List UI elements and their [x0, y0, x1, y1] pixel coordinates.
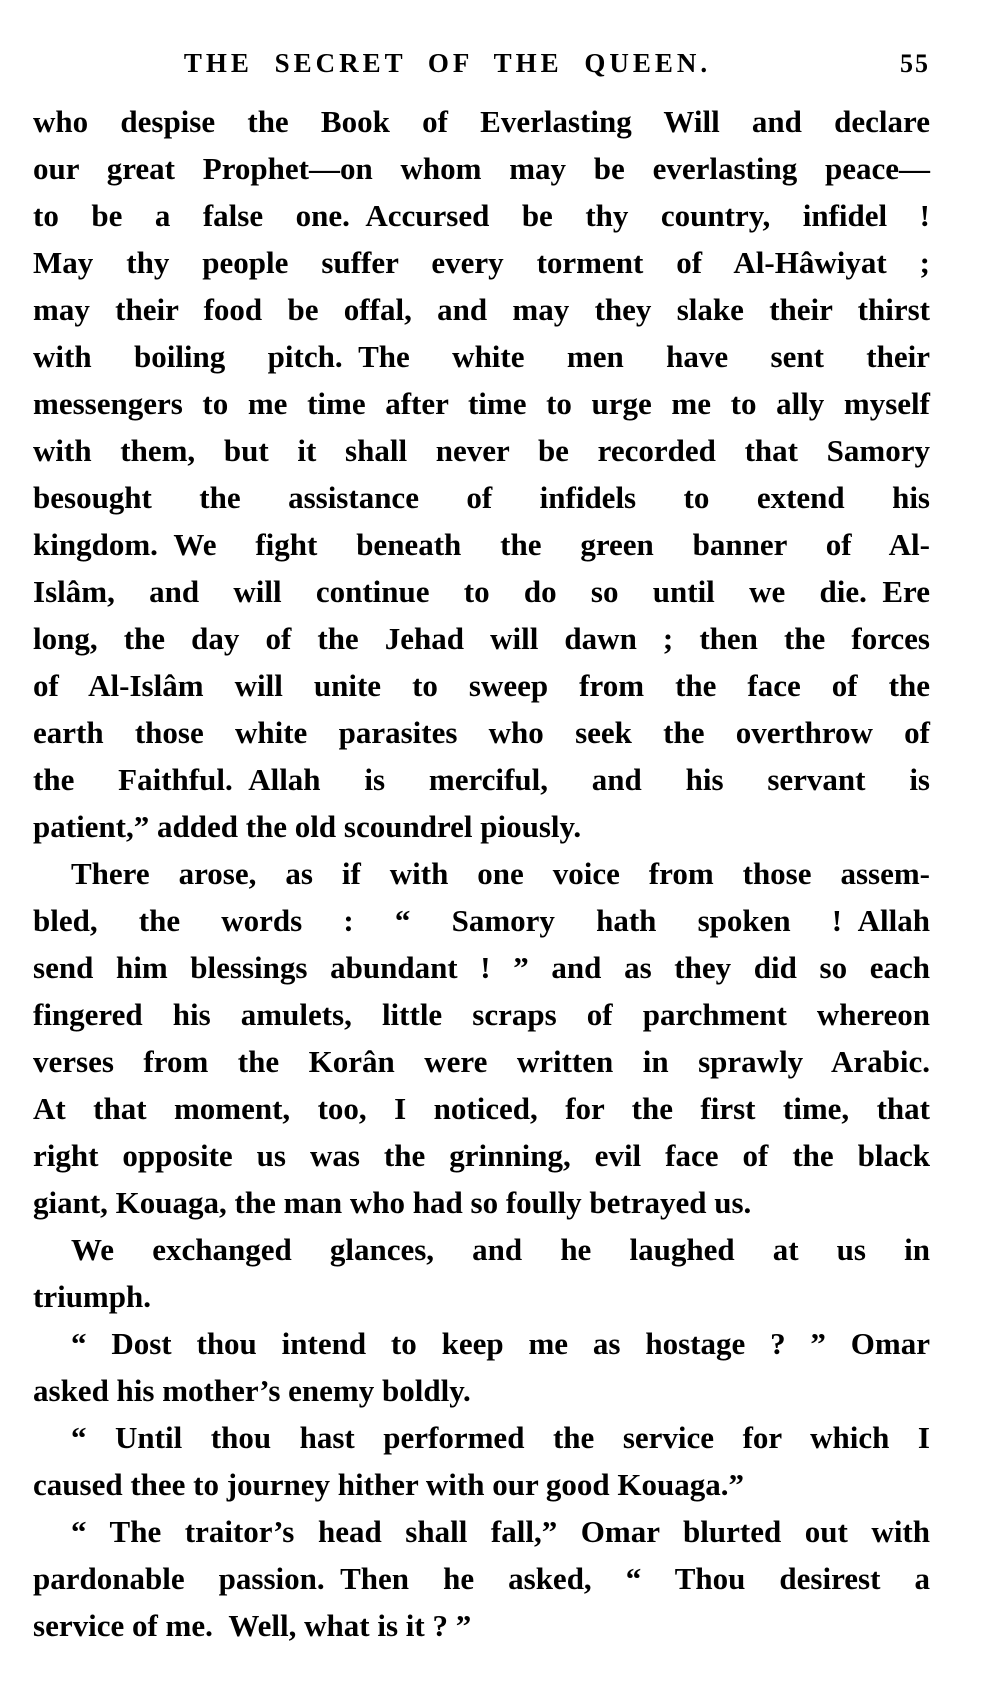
text-line: who despise the Book of Everlasting Will and declare: [33, 104, 930, 139]
text-line: send him blessings abundant ! ” and as they did so each: [33, 950, 930, 985]
text-line: our great Prophet—on whom may be everlasting peace—: [33, 151, 930, 186]
text-line: earth those white parasites who seek the overthrow of: [33, 715, 930, 750]
text-line: “ Until thou hast performed the service for which I: [71, 1420, 930, 1455]
paragraph: [33, 1320, 930, 1414]
text-line: service of me. Well, what is it ? ”: [33, 1608, 472, 1643]
text-line: with boiling pitch. The white men have sent their: [33, 339, 930, 374]
text-line: the Faithful. Allah is merciful, and his servant is: [33, 762, 930, 797]
text-line: bled, the words : “ Samory hath spoken ! Allah: [33, 903, 930, 938]
text-line: “ The traitor’s head shall fall,” Omar blurted out with: [71, 1514, 930, 1549]
text-line: patient,” added the old scoundrel piously.: [33, 809, 582, 844]
text-line: pardonable passion. Then he asked, “ Thou desirest a: [33, 1561, 930, 1596]
page-number: 55: [900, 49, 930, 78]
text-line: “ Dost thou intend to keep me as hostage ? ” Omar: [71, 1326, 930, 1361]
text-line: At that moment, too, I noticed, for the first time, that: [33, 1091, 930, 1126]
text-line: besought the assistance of infidels to extend his: [33, 480, 930, 515]
paragraph: [33, 1414, 930, 1508]
text-line: verses from the Korân were written in sprawly Arabic.: [33, 1044, 930, 1079]
text-line: messengers to me time after time to urge me to ally myself: [33, 386, 930, 421]
paragraph: [33, 850, 930, 1226]
text-line: giant, Kouaga, the man who had so foully betrayed us.: [33, 1185, 752, 1220]
text-line: We exchanged glances, and he laughed at us in: [71, 1232, 930, 1267]
text-line: There arose, as if with one voice from those assem-: [71, 856, 930, 891]
paragraph: [33, 98, 930, 850]
text-line: long, the day of the Jehad will dawn ; then the forces: [33, 621, 930, 656]
text-line: to be a false one. Accursed be thy country, infidel !: [33, 198, 930, 233]
paragraph: [33, 1508, 930, 1649]
text-line: Islâm, and will continue to do so until we die. Ere: [33, 574, 930, 609]
text-line: fingered his amulets, little scraps of parchment whereon: [33, 997, 930, 1032]
page-text: [33, 98, 930, 1649]
paragraph: [33, 1226, 930, 1320]
text-line: right opposite us was the grinning, evil face of the black: [33, 1138, 930, 1173]
running-header: [33, 48, 930, 84]
text-line: triumph.: [33, 1279, 151, 1314]
text-line: May thy people suffer every torment of Al-Hâwiyat ;: [33, 245, 930, 280]
text-line: may their food be offal, and may they slake their thirst: [33, 292, 930, 327]
text-line: with them, but it shall never be recorded that Samory: [33, 433, 930, 468]
text-line: caused thee to journey hither with our good Kouaga.”: [33, 1467, 745, 1502]
text-line: kingdom. We fight beneath the green banner of Al-: [33, 527, 930, 562]
text-line: asked his mother’s enemy boldly.: [33, 1373, 471, 1408]
text-line: of Al-Islâm will unite to sweep from the face of the: [33, 668, 930, 703]
running-header-title: THE SECRET OF THE QUEEN.: [183, 48, 712, 78]
